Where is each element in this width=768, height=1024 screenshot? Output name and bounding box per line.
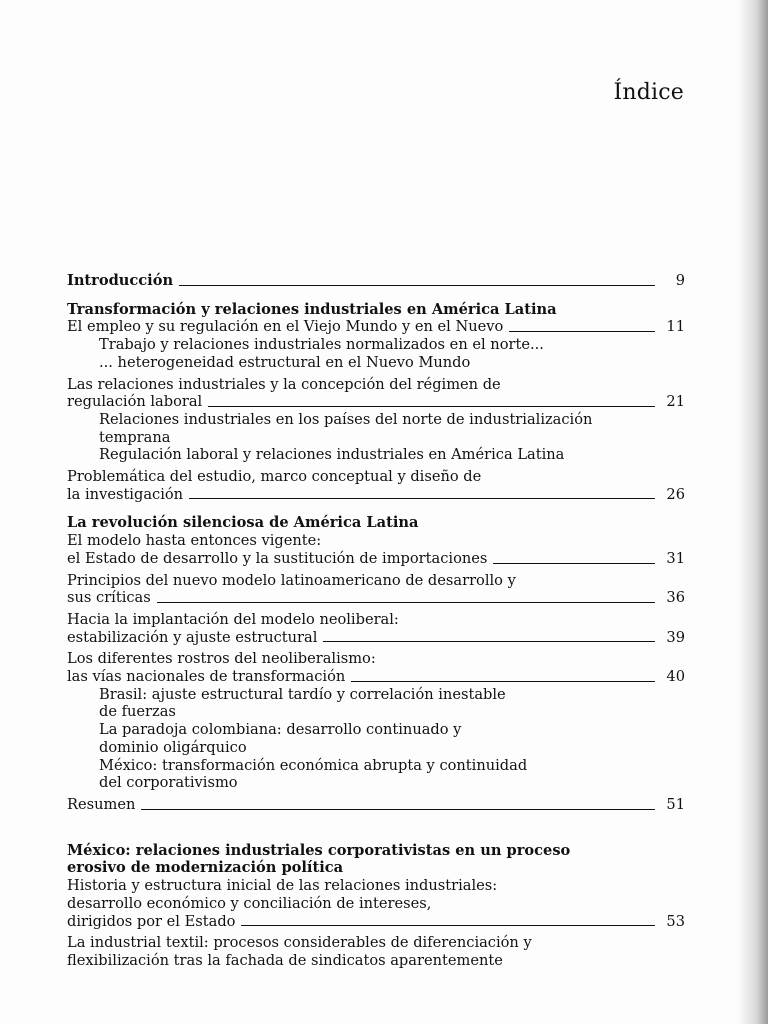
toc-entry-label: regulación laboral [67, 393, 203, 411]
toc-entry-label: Los diferentes rostros del neoliberalismo: [67, 650, 376, 668]
page-number: 31 [666, 549, 685, 567]
toc-entry-label: la investigación [67, 485, 184, 503]
toc-entry[interactable] [67, 532, 685, 567]
leader-line [208, 406, 655, 407]
toc-part-3 [67, 842, 685, 970]
toc-entry[interactable] [67, 468, 685, 503]
toc-entry[interactable] [67, 376, 685, 465]
toc-part-2 [67, 514, 685, 813]
toc-entry[interactable] [67, 572, 685, 607]
page-number: 26 [666, 485, 685, 503]
toc-entry-introduccion[interactable] [67, 272, 685, 290]
leader-line [493, 563, 655, 564]
toc-entry-label: dirigidos por el Estado [67, 912, 236, 930]
toc-introduction [67, 272, 685, 290]
page-number: 11 [666, 318, 685, 336]
toc-subentry: Brasil: ajuste estructural tardío y correlación inestable [99, 685, 506, 703]
part-heading: México: relaciones industriales corporativistas en un proceso [67, 841, 571, 859]
toc-entry-label: el Estado de desarrollo y la sustitución de importaciones [67, 549, 488, 567]
toc-entry-label: flexibilización tras la fachada de sindicatos aparentemente [67, 951, 503, 969]
toc-entry-label: las vías nacionales de transformación [67, 668, 346, 686]
toc-subentry: del corporativismo [99, 774, 238, 792]
leader-line [179, 285, 655, 286]
toc-entry-label: desarrollo económico y conciliación de intereses, [67, 894, 432, 912]
page-number: 51 [666, 795, 685, 813]
toc-subentry: Trabajo y relaciones industriales normalizados en el norte... [99, 336, 544, 354]
toc-entry[interactable] [67, 796, 685, 814]
toc-entry[interactable] [67, 650, 685, 792]
toc-subentry: dominio oligárquico [99, 738, 247, 756]
toc-entry-label: El empleo y su regulación en el Viejo Mundo y en el Nuevo [67, 318, 504, 336]
leader-line [189, 498, 655, 499]
page-number: 36 [666, 589, 685, 607]
toc-entry[interactable] [67, 318, 685, 371]
toc-subentry: temprana [99, 428, 171, 446]
leader-line [241, 925, 655, 926]
toc-entry-label: Problemática del estudio, marco conceptual y diseño de [67, 468, 482, 486]
toc-subentry: Relaciones industriales en los países del norte de industrialización [99, 410, 593, 428]
leader-line [351, 681, 655, 682]
page-number: 40 [666, 668, 685, 686]
part-heading: La revolución silenciosa de América Latina [67, 514, 419, 532]
toc-entry[interactable] [67, 611, 685, 646]
page-title: Índice [613, 80, 684, 105]
toc-entry[interactable] [67, 934, 685, 969]
toc-subentry: Regulación laboral y relaciones industriales en América Latina [99, 446, 565, 464]
toc-subentry: ... heterogeneidad estructural en el Nuevo Mundo [99, 353, 471, 371]
toc-entry-label: Hacia la implantación del modelo neoliberal: [67, 610, 399, 628]
toc-entry-label: estabilización y ajuste estructural [67, 628, 318, 646]
table-of-contents [67, 272, 685, 970]
toc-entry-label: Historia y estructura inicial de las relaciones industriales: [67, 877, 498, 895]
page-number: 9 [675, 272, 685, 289]
page-edge-shadow [738, 0, 768, 1024]
toc-part-1 [67, 301, 685, 504]
toc-entry-label: El modelo hasta entonces vigente: [67, 532, 322, 550]
leader-line [509, 331, 655, 332]
toc-entry[interactable] [67, 877, 685, 930]
toc-entry-label: Las relaciones industriales y la concepción del régimen de [67, 375, 501, 393]
leader-line [157, 602, 655, 603]
page-number: 53 [666, 912, 685, 930]
toc-entry-label: sus críticas [67, 589, 151, 607]
leader-line [141, 809, 655, 810]
part-heading: erosivo de modernización política [67, 859, 344, 877]
toc-subentry: La paradoja colombiana: desarrollo continuado y [99, 721, 462, 739]
toc-subentry: de fuerzas [99, 703, 176, 721]
toc-entry-label: La industrial textil: procesos considerables de diferenciación y [67, 934, 532, 952]
toc-entry-label: Principios del nuevo modelo latinoamericano de desarrollo y [67, 571, 516, 589]
leader-line [323, 641, 655, 642]
page-number: 39 [666, 628, 685, 646]
toc-entry-label: Resumen [67, 795, 136, 813]
toc-subentry: México: transformación económica abrupta y continuidad [99, 756, 528, 774]
part-heading: Transformación y relaciones industriales en América Latina [67, 300, 557, 318]
page-number: 21 [666, 393, 685, 411]
toc-entry-label: Introducción [67, 272, 174, 289]
